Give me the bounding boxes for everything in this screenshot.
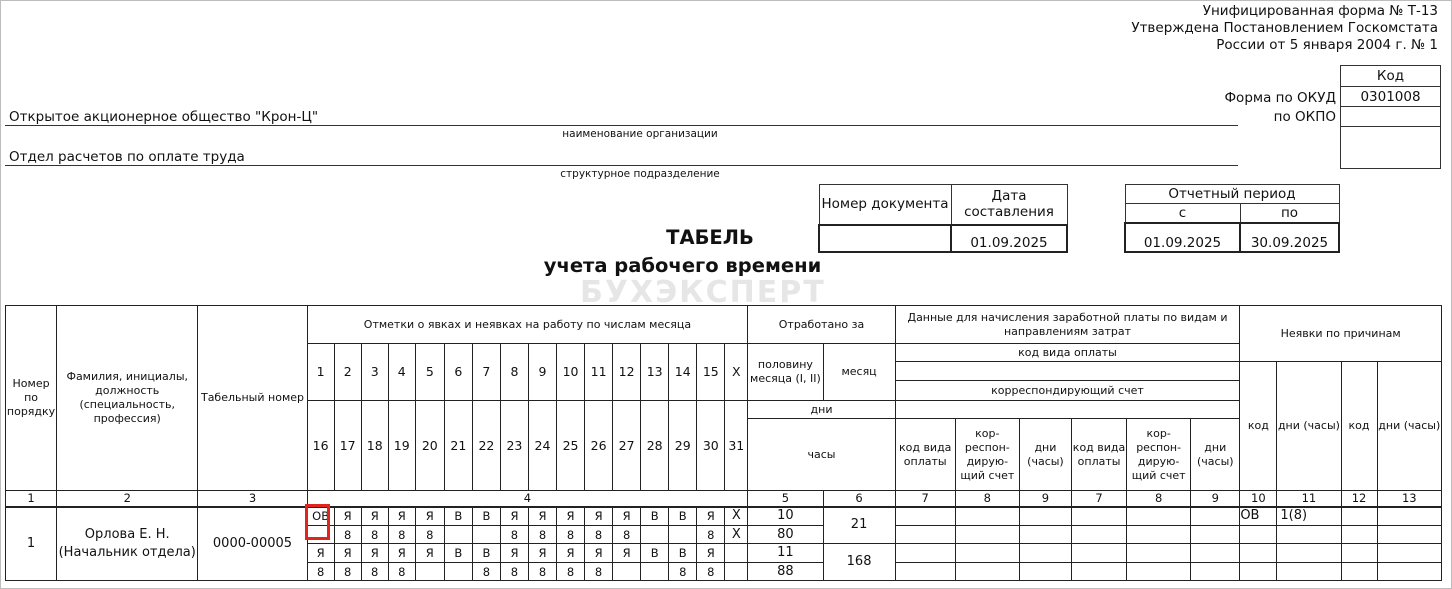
- hours2-26: 8: [585, 563, 613, 581]
- header-worked: Отработано за: [748, 306, 895, 344]
- mark2-27: Я: [613, 544, 641, 563]
- colnum-7b: 7: [1071, 491, 1126, 507]
- hours2-28: [641, 563, 669, 581]
- header-name: Фамилия, инициалы, должность (специальность, профессия): [57, 306, 198, 491]
- hours1-11: 8: [585, 526, 613, 544]
- mark-10: Я: [557, 507, 585, 526]
- hours1-10: 8: [557, 526, 585, 544]
- half2-hours: 88: [748, 563, 823, 581]
- okud-label: Форма по ОКУД: [1224, 90, 1336, 106]
- header-days: дни: [748, 401, 895, 419]
- hours1-4: 8: [388, 526, 415, 544]
- hours2-31: [725, 563, 748, 581]
- abs-days: 1(8): [1277, 507, 1341, 526]
- okpo-value: [1341, 107, 1441, 127]
- highlight-box: [305, 504, 330, 540]
- mark2-23: Я: [500, 544, 528, 563]
- hours1-3: 8: [361, 526, 388, 544]
- header-hours: часы: [748, 419, 895, 491]
- day-17: 17: [334, 401, 361, 491]
- day-15: 15: [697, 344, 725, 401]
- hours2-24: 8: [528, 563, 556, 581]
- row-tab: 0000-00005: [198, 507, 307, 581]
- mark2-17: Я: [334, 544, 361, 563]
- mark2-21: В: [444, 544, 472, 563]
- day-9: 9: [528, 344, 556, 401]
- colnum-2: 2: [57, 491, 198, 507]
- hours2-27: [613, 563, 641, 581]
- colnum-11: 11: [1277, 491, 1341, 507]
- period-table: [1124, 184, 1340, 253]
- mark-14: В: [669, 507, 697, 526]
- header-salary: Данные для начисления заработной платы по видам и направлениям затрат: [895, 306, 1240, 344]
- header-code-pay-2: код вида оплаты: [1071, 419, 1126, 491]
- mark2-28: В: [641, 544, 669, 563]
- hours1-6: [444, 526, 472, 544]
- mark2-19: Я: [388, 544, 415, 563]
- hours2-20: [415, 563, 444, 581]
- title-sub: учета рабочего времени: [543, 254, 822, 277]
- mark2-29: В: [669, 544, 697, 563]
- day-10: 10: [557, 344, 585, 401]
- hours2-19: 8: [388, 563, 415, 581]
- mark-x: X: [725, 507, 748, 526]
- salary-spacer: [895, 401, 1240, 419]
- mark-15: Я: [697, 507, 725, 526]
- codes-table: [1340, 65, 1441, 169]
- codes-header: Код: [1341, 66, 1441, 87]
- title-main: ТАБЕЛЬ: [666, 226, 754, 249]
- period-from-label: с: [1125, 204, 1240, 223]
- day-5: 5: [415, 344, 444, 401]
- mark-13: В: [641, 507, 669, 526]
- header-daysh-2: дни (часы): [1191, 419, 1240, 491]
- okpo-label: по ОКПО: [1273, 109, 1336, 125]
- mark-4: Я: [388, 507, 415, 526]
- table-row: [6, 507, 1442, 526]
- day-19: 19: [388, 401, 415, 491]
- half1-hours: 80: [748, 526, 823, 544]
- form-header: [1038, 3, 1438, 54]
- hours2-23: 8: [500, 563, 528, 581]
- hours2-30: 8: [697, 563, 725, 581]
- header-marks: Отметки о явках и неявках на работу по числам месяца: [307, 306, 748, 344]
- colnum-9a: 9: [1019, 491, 1071, 507]
- mark2-31: [725, 544, 748, 563]
- day-18: 18: [361, 401, 388, 491]
- hours1-x: X: [725, 526, 748, 544]
- colnum-8b: 8: [1127, 491, 1191, 507]
- hours2-29: 8: [669, 563, 697, 581]
- hours1-2: 8: [334, 526, 361, 544]
- hours2-18: 8: [361, 563, 388, 581]
- day-30: 30: [697, 401, 725, 491]
- mark2-25: Я: [557, 544, 585, 563]
- day-23: 23: [500, 401, 528, 491]
- hours1-15: 8: [697, 526, 725, 544]
- header-abs-code-2: код: [1341, 362, 1377, 491]
- day-24: 24: [528, 401, 556, 491]
- okud-value: 0301008: [1341, 87, 1441, 107]
- header-abs-days-2: дни (часы): [1377, 362, 1441, 491]
- hours2-25: 8: [557, 563, 585, 581]
- day-1: 1: [307, 344, 334, 401]
- doc-date-label: Дата составления: [951, 185, 1067, 225]
- header-corr-1: кор-респон-дирую-щий счет: [955, 419, 1019, 491]
- colnum-10: 10: [1240, 491, 1277, 507]
- header-code-pay-1: код вида оплаты: [895, 419, 955, 491]
- day-x: X: [725, 344, 748, 401]
- half1-days: 10: [748, 507, 823, 526]
- mark-1: ОВ: [307, 507, 334, 526]
- hours2-16: 8: [307, 563, 334, 581]
- mark2-20: Я: [415, 544, 444, 563]
- header-abs-days-1: дни (часы): [1277, 362, 1341, 491]
- hours1-14: [669, 526, 697, 544]
- day-16: 16: [307, 401, 334, 491]
- day-8: 8: [500, 344, 528, 401]
- form-header-line1: Унифицированная форма № Т-13: [1202, 3, 1438, 19]
- header-num: Номер по порядку: [6, 306, 57, 491]
- day-22: 22: [472, 401, 500, 491]
- day-21: 21: [444, 401, 472, 491]
- header-abs-code-1: код: [1240, 362, 1277, 491]
- department-name: Отдел расчетов по оплате труда: [9, 149, 245, 165]
- hours1-7: [472, 526, 500, 544]
- month-hours: 168: [823, 544, 895, 581]
- form-header-line3: России от 5 января 2004 г. № 1: [1216, 37, 1438, 53]
- day-7: 7: [472, 344, 500, 401]
- department-caption: структурное подразделение: [560, 168, 720, 180]
- hours2-21: [444, 563, 472, 581]
- colnum-3: 3: [198, 491, 307, 507]
- doc-date-value: 01.09.2025: [951, 225, 1067, 252]
- half2-days: 11: [748, 544, 823, 563]
- colnum-4: 4: [307, 491, 748, 507]
- department-line: [5, 165, 1238, 166]
- colnum-9b: 9: [1191, 491, 1240, 507]
- mark-9: Я: [528, 507, 556, 526]
- colnum-6: 6: [823, 491, 895, 507]
- mark-11: Я: [585, 507, 613, 526]
- mark2-16: Я: [307, 544, 334, 563]
- row-name: Орлова Е. Н. (Начальник отдела): [57, 507, 198, 581]
- colnum-12: 12: [1341, 491, 1377, 507]
- mark2-24: Я: [528, 544, 556, 563]
- header-corr-2: кор-респон-дирую-щий счет: [1127, 419, 1191, 491]
- colnum-8a: 8: [955, 491, 1019, 507]
- hours2-22: 8: [472, 563, 500, 581]
- colnum-1: 1: [6, 491, 57, 507]
- mark-12: Я: [613, 507, 641, 526]
- mark2-30: Я: [697, 544, 725, 563]
- header-tab: Табельный номер: [198, 306, 307, 491]
- mark-2: Я: [334, 507, 361, 526]
- day-6: 6: [444, 344, 472, 401]
- day-27: 27: [613, 401, 641, 491]
- abs-code: ОВ: [1240, 507, 1277, 526]
- day-4: 4: [388, 344, 415, 401]
- header-daysh-1: дни (часы): [1019, 419, 1071, 491]
- header-month: месяц: [823, 344, 895, 401]
- period-label: Отчетный период: [1125, 185, 1339, 204]
- codes-empty: [1341, 127, 1441, 169]
- watermark: БУХЭКСПЕРТ: [580, 275, 826, 310]
- mark2-26: Я: [585, 544, 613, 563]
- form-header-line2: Утверждена Постановлением Госкомстата: [1131, 20, 1438, 36]
- day-12: 12: [613, 344, 641, 401]
- mark-6: В: [444, 507, 472, 526]
- day-3: 3: [361, 344, 388, 401]
- colnum-5: 5: [748, 491, 823, 507]
- colnum-13: 13: [1377, 491, 1441, 507]
- mark2-22: В: [472, 544, 500, 563]
- day-11: 11: [585, 344, 613, 401]
- header-half: половину месяца (I, II): [748, 344, 823, 401]
- colnum-7a: 7: [895, 491, 955, 507]
- paycode-blank: [895, 362, 1240, 401]
- day-28: 28: [641, 401, 669, 491]
- day-13: 13: [641, 344, 669, 401]
- day-31: 31: [725, 401, 748, 491]
- mark-8: Я: [500, 507, 528, 526]
- day-25: 25: [557, 401, 585, 491]
- day-20: 20: [415, 401, 444, 491]
- mark-5: Я: [415, 507, 444, 526]
- day-2: 2: [334, 344, 361, 401]
- day-14: 14: [669, 344, 697, 401]
- timesheet-table: [5, 305, 1442, 581]
- row-num: 1: [6, 507, 57, 581]
- day-26: 26: [585, 401, 613, 491]
- period-from-value: 01.09.2025: [1125, 223, 1240, 252]
- hours1-12: 8: [613, 526, 641, 544]
- header-account-row: корреспондирующий счет: [991, 384, 1144, 397]
- day-29: 29: [669, 401, 697, 491]
- organization-name: Открытое акционерное общество "Крон-Ц": [9, 109, 319, 125]
- hours1-13: [641, 526, 669, 544]
- period-to-label: по: [1240, 204, 1339, 223]
- mark2-18: Я: [361, 544, 388, 563]
- hours1-5: 8: [415, 526, 444, 544]
- header-absence: Неявки по причинам: [1240, 306, 1442, 362]
- hours1-8: 8: [500, 526, 528, 544]
- header-paycode-row: код вида оплаты: [895, 344, 1240, 362]
- month-days: 21: [823, 507, 895, 544]
- mark-3: Я: [361, 507, 388, 526]
- mark-7: В: [472, 507, 500, 526]
- hours2-17: 8: [334, 563, 361, 581]
- hours1-9: 8: [528, 526, 556, 544]
- period-to-value: 30.09.2025: [1240, 223, 1339, 252]
- organization-caption: наименование организации: [562, 128, 718, 140]
- doc-number-label: Номер документа: [819, 185, 951, 225]
- organization-line: [5, 125, 1238, 126]
